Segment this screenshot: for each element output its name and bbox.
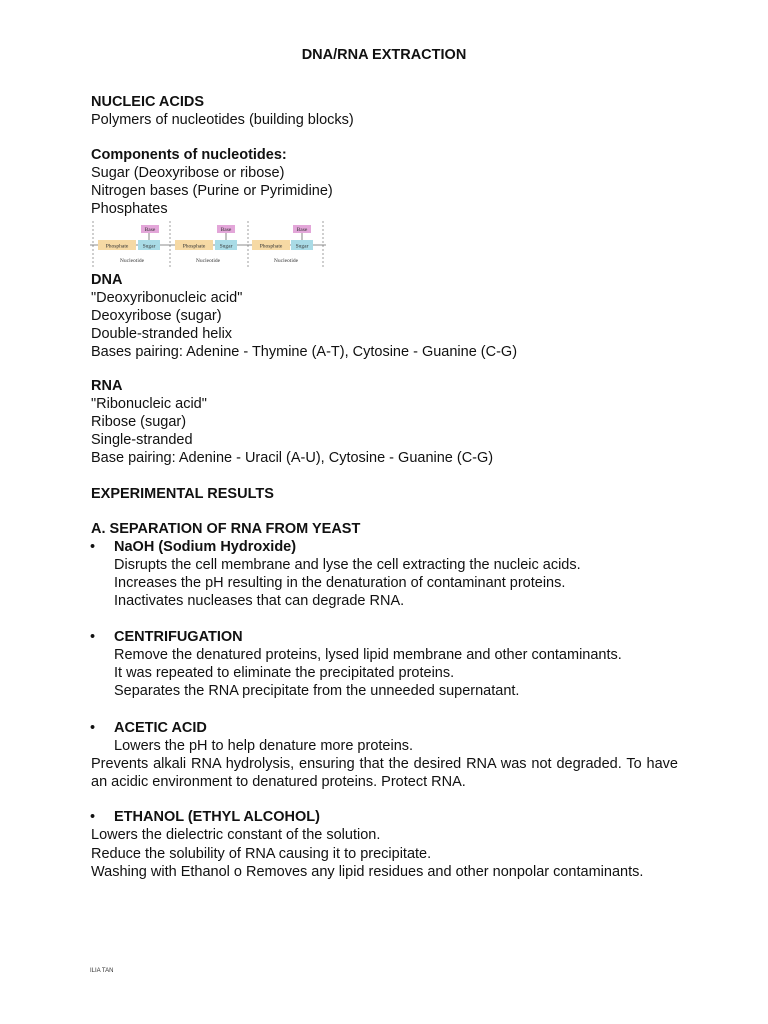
rna-heading: RNA (91, 378, 123, 394)
acetic-acid-line: Lowers the pH to help denature more proteins. (114, 738, 414, 754)
sugar-label: Sugar (219, 243, 233, 250)
nucleotide-label: Nucleotide (195, 258, 221, 264)
naoh-line: Increases the pH resulting in the denaturation of contaminant proteins. (114, 575, 566, 591)
phosphate-label: Phosphate (182, 243, 206, 250)
nucleotide-unit (175, 225, 237, 264)
ethanol-line: Washing with Ethanol o Removes any lipid residues and other nonpolar contaminants. (91, 864, 644, 880)
nucleic-acids-definition: Polymers of nucleotides (building blocks) (91, 112, 354, 128)
page-title: DNA/RNA EXTRACTION (301, 47, 467, 63)
naoh-heading: NaOH (Sodium Hydroxide) (114, 539, 297, 555)
rna-line: Single-stranded (91, 432, 193, 448)
phosphate-label: Phosphate (259, 243, 283, 250)
component-nitrogen-bases: Nitrogen bases (Purine or Pyrimidine) (91, 183, 333, 199)
bullet-icon: • (90, 809, 96, 825)
base-label: Base (296, 227, 308, 233)
base-label: Base (220, 227, 232, 233)
acetic-acid-paragraph: Prevents alkali RNA hydrolysis, ensuring that the desired RNA was not degraded. To have an acidic environment to denatured proteins. Protect RNA. (91, 756, 678, 790)
nucleotide-unit (98, 225, 160, 264)
naoh-line: Disrupts the cell membrane and lyse the cell extracting the nucleic acids. (114, 557, 581, 573)
centrifugation-line: It was repeated to eliminate the precipitated proteins. (114, 665, 455, 681)
nucleotide-label: Nucleotide (119, 258, 145, 264)
dna-line: Double-stranded helix (91, 326, 233, 342)
phosphate-label: Phosphate (105, 243, 129, 250)
centrifugation-heading: CENTRIFUGATION (114, 629, 243, 645)
dna-line: Deoxyribose (sugar) (91, 308, 222, 324)
dna-line: "Deoxyribonucleic acid" (91, 290, 243, 306)
rna-line: Base pairing: Adenine - Uracil (A-U), Cytosine - Guanine (C-G) (91, 450, 494, 466)
bullet-icon: • (90, 629, 96, 645)
components-heading: Components of nucleotides: (91, 147, 287, 163)
dna-heading: DNA (91, 272, 123, 288)
rna-line: "Ribonucleic acid" (91, 396, 207, 412)
sugar-label: Sugar (295, 243, 309, 250)
base-label: Base (144, 227, 156, 233)
bullet-icon: • (90, 720, 96, 736)
naoh-line: Inactivates nucleases that can degrade RNA. (114, 593, 405, 609)
component-phosphates: Phosphates (91, 201, 168, 217)
bullet-icon: • (90, 539, 96, 555)
nucleotide-unit (252, 225, 313, 264)
ethanol-heading: ETHANOL (ETHYL ALCOHOL) (114, 809, 320, 825)
dna-line: Bases pairing: Adenine - Thymine (A-T), Cytosine - Guanine (C-G) (91, 344, 518, 360)
centrifugation-line: Remove the denatured proteins, lysed lipid membrane and other contaminants. (114, 647, 622, 663)
nucleotide-label: Nucleotide (273, 258, 299, 264)
nucleotide-chain-diagram (90, 219, 326, 271)
footer-author: ILIA TAN (90, 968, 114, 974)
component-sugar: Sugar (Deoxyribose or ribose) (91, 165, 285, 181)
section-a-heading: A. SEPARATION OF RNA FROM YEAST (91, 521, 361, 537)
acetic-acid-heading: ACETIC ACID (114, 720, 207, 736)
nucleic-acids-heading: NUCLEIC ACIDS (91, 94, 205, 110)
sugar-label: Sugar (142, 243, 156, 250)
ethanol-line: Reduce the solubility of RNA causing it to precipitate. (91, 846, 432, 862)
rna-line: Ribose (sugar) (91, 414, 187, 430)
experimental-results-heading: EXPERIMENTAL RESULTS (91, 486, 274, 502)
centrifugation-line: Separates the RNA precipitate from the unneeded supernatant. (114, 683, 520, 699)
ethanol-line: Lowers the dielectric constant of the solution. (91, 827, 381, 843)
